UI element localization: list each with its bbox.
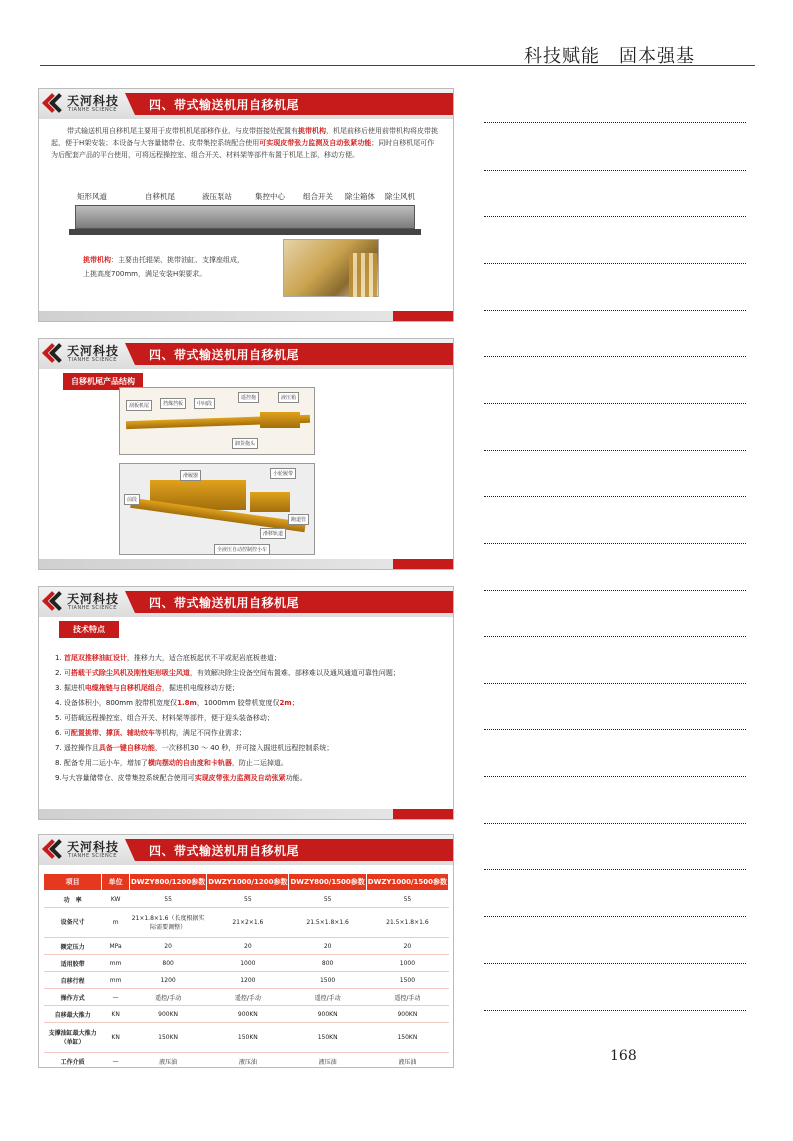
note-highlight: 挑带机构 (83, 256, 111, 264)
table-cell: KN (102, 1006, 130, 1023)
table-cell: 自移行程 (44, 972, 102, 989)
slide-footer-bar (39, 809, 453, 819)
table-row (44, 1006, 449, 1023)
feature-list (55, 651, 451, 786)
table-cell: 工作介质 (44, 1053, 102, 1069)
feature-text: ，1000mm 胶带机宽度仅 (196, 699, 280, 707)
note-line (484, 729, 746, 730)
feature-item (55, 726, 451, 741)
machine-label: 除尘箱体 (345, 192, 375, 201)
feature-text: 3. 掘进机 (55, 684, 85, 692)
table-cell: 功 率 (44, 891, 102, 908)
table-cell: 适用胶带 (44, 955, 102, 972)
logo-text: 天河科技 (67, 592, 120, 606)
para-text: ，机尾前移后使用前带机构将皮带挑起，便于H架安装；本设备与大容量储带仓、皮带集控系统配合使用 (51, 127, 438, 147)
feature-item (55, 711, 451, 726)
table-cell: 支撑油缸最大推力（单缸） (44, 1023, 102, 1053)
table-cell: m (102, 908, 130, 938)
table-cell: 遥控/手动 (129, 989, 206, 1006)
table-row (44, 989, 449, 1006)
slide-footer-bar (39, 559, 453, 569)
machine-label: 除尘风机 (385, 192, 415, 201)
callout: 跑道管 (288, 514, 309, 525)
slide-heading: 四、带式输送机用自移机尾 (149, 596, 300, 610)
callout: 前段 (124, 494, 140, 505)
callout: 全液压自动控制控小车 (214, 544, 270, 555)
table-cell: 21×2×1.6 (207, 908, 289, 938)
table-cell: 设备尺寸 (44, 908, 102, 938)
table-cell: 55 (366, 891, 448, 908)
slide-heading: 四、带式输送机用自移机尾 (149, 844, 300, 858)
table-cell: 液压油 (366, 1053, 448, 1069)
table-cell: 1200 (207, 972, 289, 989)
callout: 卸货拖头 (232, 438, 258, 449)
table-cell: 遥控/手动 (207, 989, 289, 1006)
note-line (484, 450, 746, 451)
feature-text: 4. 设备体积小，800mm 胶带机宽度仅 (55, 699, 178, 707)
page-header (40, 38, 755, 66)
page-number: 168 (610, 1048, 637, 1064)
slide-2 (38, 338, 454, 570)
table-header-cell: DWZY1000/1200参数 (207, 874, 289, 891)
feature-highlight: 具备一键自移功能 (98, 744, 155, 752)
feature-highlight: 1.8m (177, 699, 197, 707)
note-line (484, 963, 746, 964)
callout: 液压箱 (278, 392, 299, 403)
table-cell: 800 (129, 955, 206, 972)
lifting-note (83, 253, 283, 281)
table-cell: 液压油 (289, 1053, 366, 1069)
table-cell: 遥控/手动 (289, 989, 366, 1006)
table-cell: 55 (289, 891, 366, 908)
feature-item (55, 651, 451, 666)
note-line (484, 216, 746, 217)
callout: 中间段 (194, 398, 215, 409)
feature-text: ，防止二运掉道。 (231, 759, 288, 767)
table-cell: 20 (289, 938, 366, 955)
logo-subtext: TIANHE SCIENCE (68, 853, 117, 859)
table-cell: 800 (289, 955, 366, 972)
slide-1 (38, 88, 454, 322)
feature-item (55, 666, 451, 681)
table-body (44, 891, 449, 1069)
feature-text: ，有效解决除尘设备空间布置难、部移难以及通风通道可靠性问题； (189, 669, 400, 677)
note-line (484, 1010, 746, 1011)
feature-text: ，推移力大，适合底板起伏不平或泥岩底板巷道； (126, 654, 281, 662)
machine-label: 自移机尾 (145, 192, 175, 201)
table-header-row (44, 874, 449, 891)
note-line (484, 263, 746, 264)
table-cell: 21.5×1.8×1.6 (366, 908, 448, 938)
para-highlight: 可实现皮带张力监测及自动张紧功能 (259, 139, 372, 147)
table-cell: 遥控/手动 (366, 989, 448, 1006)
feature-item (55, 741, 451, 756)
callout: 滑移轨道 (260, 528, 286, 539)
table-cell: 55 (207, 891, 289, 908)
table-cell: — (102, 1053, 130, 1069)
machine-label: 集控中心 (255, 192, 285, 201)
table-cell: mm (102, 972, 130, 989)
table-cell: 1000 (366, 955, 448, 972)
feature-item (55, 696, 451, 711)
table-row (44, 1023, 449, 1053)
note-line (484, 590, 746, 591)
machine-label: 组合开关 (303, 192, 333, 201)
table-cell: KW (102, 891, 130, 908)
table-cell: 自移最大推力 (44, 1006, 102, 1023)
table-cell: MPa (102, 938, 130, 955)
feature-text: ，掘进机电缆移动方便； (161, 684, 239, 692)
machine-label: 液压泵站 (202, 192, 232, 201)
callout: 小轮履带 (270, 468, 296, 479)
table-cell: 20 (366, 938, 448, 955)
company-logo (43, 92, 131, 116)
note-line (484, 122, 746, 123)
table-cell: 1000 (207, 955, 289, 972)
note-text: 上挑高度700mm，满足安装H架要求。 (83, 270, 207, 278)
table-cell: 液压油 (129, 1053, 206, 1069)
table-cell: 21.5×1.8×1.6 (289, 908, 366, 938)
feature-highlight: 2m (279, 699, 292, 707)
machine-label: 矩形风道 (77, 192, 107, 201)
feature-item (55, 771, 451, 786)
note-line (484, 823, 746, 824)
slide-footer-bar (39, 311, 453, 321)
callout: 刮板机尾 (126, 400, 152, 411)
slide-heading: 四、带式输送机用自移机尾 (149, 98, 300, 112)
feature-text: 9.与大容量储带仓、皮带集控系统配合使用可 (55, 774, 195, 782)
note-line (484, 310, 746, 311)
page-title: 科技赋能 固本强基 (524, 46, 695, 67)
para-highlight: 挑带机构 (298, 127, 326, 135)
table-cell: 150KN (289, 1023, 366, 1053)
feature-text: 6. 可 (55, 729, 71, 737)
table-row (44, 891, 449, 908)
crawler-unit (250, 492, 290, 512)
table-row (44, 938, 449, 955)
note-line (484, 356, 746, 357)
feature-item (55, 756, 451, 771)
logo-mark-icon (43, 839, 65, 861)
structure-diagram-top (119, 387, 315, 455)
logo-subtext: TIANHE SCIENCE (68, 107, 117, 113)
table-header-cell: 项目 (44, 874, 102, 891)
table-cell: 额定压力 (44, 938, 102, 955)
machine-rail (69, 229, 421, 235)
para-text: ；同时自移机尾可作为后配套产品的平台使用，可将远程操控室、组合开关、材料架等部件布置于机尾上部，移动方便。 (51, 139, 435, 159)
note-line (484, 543, 746, 544)
slide-3 (38, 586, 454, 820)
note-line (484, 496, 746, 497)
feature-text: ； (291, 699, 299, 707)
logo-subtext: TIANHE SCIENCE (68, 357, 117, 363)
feature-highlight: 实现皮带张力监测及自动张紧 (194, 774, 286, 782)
table-cell: 液压油 (207, 1053, 289, 1069)
table-cell: 900KN (289, 1006, 366, 1023)
table-cell: 1500 (289, 972, 366, 989)
logo-mark-icon (43, 93, 65, 115)
note-line (484, 869, 746, 870)
structure-diagram-bottom (119, 463, 315, 555)
table-cell: 1200 (129, 972, 206, 989)
note-line (484, 776, 746, 777)
feature-text: 等机构，满足不同作业需求； (154, 729, 246, 737)
table-cell: 150KN (366, 1023, 448, 1053)
slide-4 (38, 834, 454, 1068)
table-header-cell: DWZY800/1500参数 (289, 874, 366, 891)
table-cell: 20 (207, 938, 289, 955)
table-cell: 900KN (129, 1006, 206, 1023)
note-line (484, 636, 746, 637)
note-text: ：主要由托辊架、挑带油缸、支撑座组成， (111, 256, 244, 264)
feature-text: 1. (55, 654, 64, 662)
company-logo (43, 590, 131, 614)
feature-text: 功能。 (285, 774, 307, 782)
feature-highlight: 电缆拖链与自移机尾组合 (84, 684, 162, 692)
intro-paragraph (51, 125, 441, 161)
logo-text: 天河科技 (67, 840, 120, 854)
feature-text: 8. 配备专用二运小车，增加了 (55, 759, 148, 767)
feature-highlight: 搭载干式除尘风机及刚性矩形吸尘风道 (70, 669, 190, 677)
table-row (44, 972, 449, 989)
table-header-cell: 单位 (102, 874, 130, 891)
feature-text: 2. 可 (55, 669, 71, 677)
feature-highlight: 横向摆动的自由度和卡轨器 (147, 759, 232, 767)
table-row (44, 955, 449, 972)
logo-mark-icon (43, 343, 65, 365)
feature-highlight: 首尾双推移油缸设计 (63, 654, 127, 662)
table-cell: 55 (129, 891, 206, 908)
table-header-cell: DWZY1000/1500参数 (366, 874, 448, 891)
table-cell: 20 (129, 938, 206, 955)
table-row (44, 908, 449, 938)
machine-diagram (69, 191, 421, 237)
table-cell: 150KN (207, 1023, 289, 1053)
spec-table (43, 873, 449, 1068)
callout: 遥控拖 (238, 392, 259, 403)
table-cell: — (102, 989, 130, 1006)
logo-subtext: TIANHE SCIENCE (68, 605, 117, 611)
note-line (484, 170, 746, 171)
feature-text: 7. 遥控操作且 (55, 744, 99, 752)
section-tag: 自移机尾产品结构 (63, 373, 143, 390)
callout: 滑履器 (180, 470, 201, 481)
table-header-cell: DWZY800/1200参数 (129, 874, 206, 891)
note-line (484, 683, 746, 684)
table-cell: 操作方式 (44, 989, 102, 1006)
machine-body (75, 205, 415, 229)
section-tag: 技术特点 (59, 621, 119, 638)
para-text: 带式输送机用自移机尾主要用于皮带机机尾部移作业，与皮带搭接处配置有 (67, 127, 298, 135)
note-line (484, 916, 746, 917)
table-cell: 150KN (129, 1023, 206, 1053)
logo-text: 天河科技 (67, 344, 120, 358)
table-cell: 900KN (207, 1006, 289, 1023)
callout: 挡煤挡板 (160, 398, 186, 409)
logo-text: 天河科技 (67, 94, 120, 108)
table-cell: 900KN (366, 1006, 448, 1023)
table-cell: mm (102, 955, 130, 972)
table-row (44, 1053, 449, 1069)
table-cell: KN (102, 1023, 130, 1053)
feature-item (55, 681, 451, 696)
feature-text: ，一次移机30 ～ 40 秒，并可接入掘进机远程控制系统； (154, 744, 334, 752)
company-logo (43, 838, 131, 862)
table-cell: 21×1.8×1.6（长度根据实际需要调整） (129, 908, 206, 938)
table-cell: 1500 (366, 972, 448, 989)
note-line (484, 403, 746, 404)
tail-unit (260, 412, 300, 428)
idler-frame-photo (349, 253, 377, 297)
company-logo (43, 342, 131, 366)
slide-heading: 四、带式输送机用自移机尾 (149, 348, 300, 362)
feature-text: 5. 可搭载远程操控室、组合开关、材料架等部件，便于迎头装备移动； (55, 714, 274, 722)
logo-mark-icon (43, 591, 65, 613)
feature-highlight: 配置挑带、撑顶、辅助绞车 (70, 729, 155, 737)
